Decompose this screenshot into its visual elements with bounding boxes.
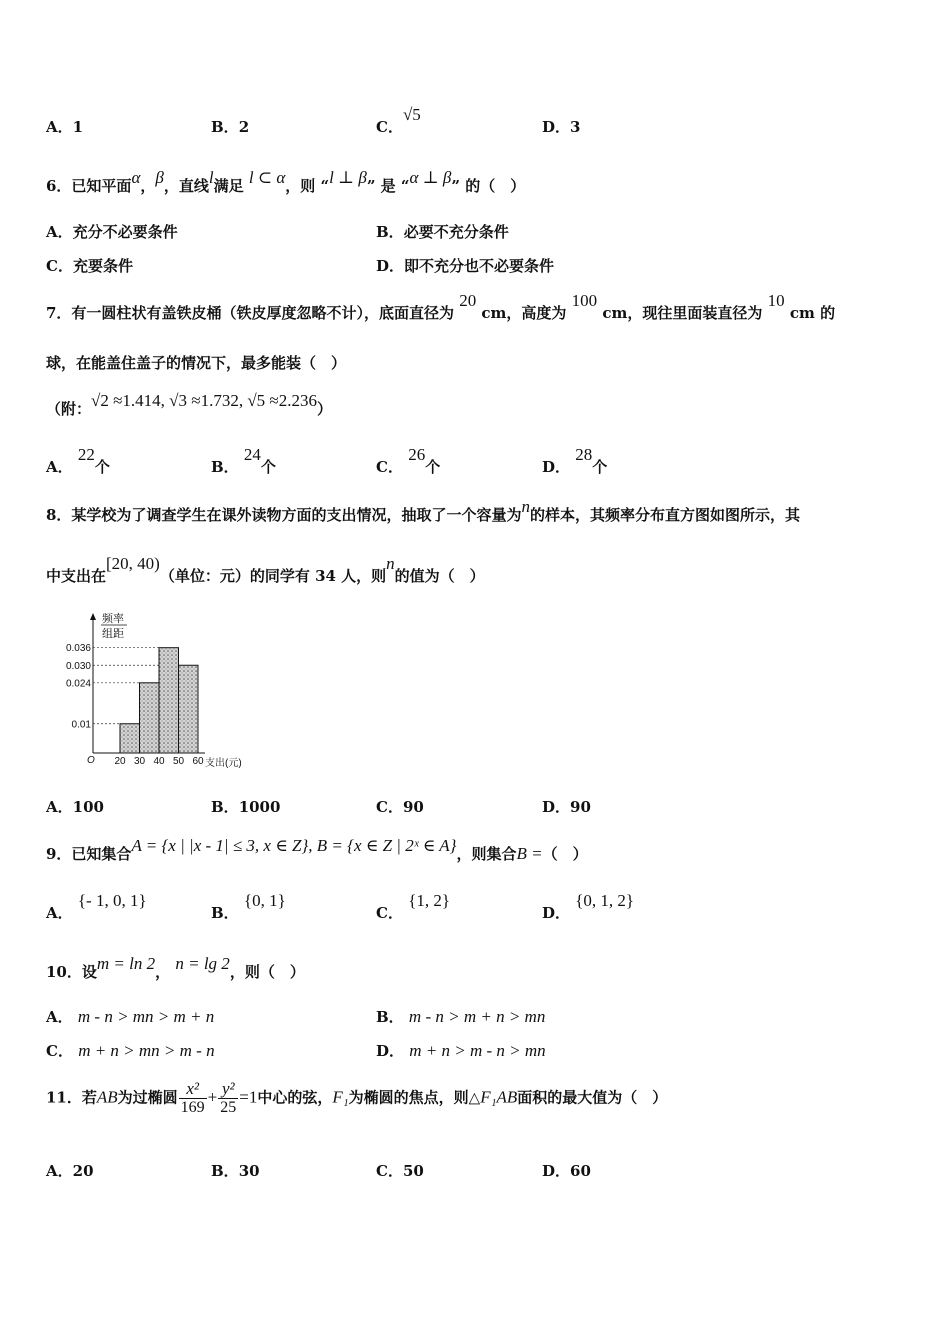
x-tick-label: 20 xyxy=(114,756,126,767)
option-letter: A． xyxy=(46,1162,73,1180)
q8-text: 8．某学校为了调查学生在课外读物方面的支出情况，抽取了一个容量为 xyxy=(46,506,522,524)
option-number: 22 xyxy=(77,445,95,464)
origin-label: O xyxy=(87,755,95,766)
bars xyxy=(120,648,198,753)
y-tick-label: 0.024 xyxy=(65,678,91,690)
option-text: 即不充分也不必要条件 xyxy=(404,257,555,275)
q7-option-c xyxy=(376,445,441,477)
option-letter: D． xyxy=(542,118,571,136)
q9-option-a xyxy=(46,891,147,923)
q5-option-d xyxy=(542,116,580,137)
q6-text: 6．已知平面 xyxy=(46,177,132,195)
x-tick-label: 60 xyxy=(192,756,204,767)
q8-text: 的值为（ ） xyxy=(394,567,485,585)
q11-stem xyxy=(46,1080,667,1117)
q6-option-a xyxy=(46,221,178,242)
q11-text: 中心的弦， xyxy=(257,1088,333,1107)
q9-text: （ ） xyxy=(542,845,588,863)
q7-note-math: √2 ≈1.414, √3 ≈1.732, √5 ≈2.236 xyxy=(91,391,317,410)
option-text: 3 xyxy=(570,118,581,136)
option-letter: C． xyxy=(376,458,403,476)
y-tick-label: 0.01 xyxy=(71,719,91,731)
option-letter: C． xyxy=(46,1042,73,1060)
histogram-bar xyxy=(140,683,160,753)
option-letter: A． xyxy=(46,1008,73,1026)
ellipse-y-fraction xyxy=(218,1080,238,1117)
x-tick-labels xyxy=(114,756,204,767)
q6-beta: β xyxy=(155,168,164,187)
q9-b-equals: B = xyxy=(516,844,543,863)
option-text: 充分不必要条件 xyxy=(72,223,178,241)
q6-text: ，直线 xyxy=(163,177,209,195)
option-unit: 个 xyxy=(94,458,110,476)
q8-text: （单位：元）的同学有 34 人，则 xyxy=(159,567,387,585)
q9-option-c xyxy=(376,891,451,923)
q10-option-d xyxy=(376,1040,546,1061)
q6-text: ，则 “ xyxy=(285,177,330,195)
option-math: m + n > m - n > mn xyxy=(409,1041,546,1060)
equals-one: =1 xyxy=(239,1087,258,1107)
q11-ab: AB xyxy=(96,1087,118,1107)
option-letter: B． xyxy=(376,223,404,241)
q7-text: cm 的 xyxy=(789,304,836,322)
q11-option-a xyxy=(46,1160,94,1181)
q10-m: m = ln 2 xyxy=(96,954,156,973)
q10-text: ， xyxy=(155,963,171,981)
option-letter: B． xyxy=(211,458,239,476)
option-letter: D． xyxy=(376,1042,405,1060)
x-tick-label: 40 xyxy=(153,756,165,767)
q11-text: 为过椭圆 xyxy=(117,1088,178,1107)
fraction-numerator: y² xyxy=(218,1080,238,1099)
option-text: 90 xyxy=(402,798,424,816)
q10-option-b xyxy=(376,1006,545,1027)
q10-text: 10．设 xyxy=(46,963,97,981)
q10-text: ，则（ ） xyxy=(229,963,305,981)
q7-text: cm，高度为 xyxy=(481,304,567,322)
q6-alpha: α xyxy=(131,168,141,187)
option-letter: C． xyxy=(376,118,403,136)
q7-diameter: 20 xyxy=(459,291,477,310)
q8-n: n xyxy=(521,497,530,516)
q8-stem-line2 xyxy=(46,554,485,586)
option-math: √5 xyxy=(402,105,421,124)
y-tick-labels xyxy=(66,643,91,730)
q5-option-b xyxy=(211,116,249,137)
q8-option-b xyxy=(211,796,280,817)
ellipse-x-fraction xyxy=(179,1080,207,1117)
q8-stem xyxy=(46,497,800,525)
q6-text: ” 的（ ） xyxy=(451,177,526,195)
option-letter: A． xyxy=(46,798,73,816)
q9-sets: A = {x | |x - 1| ≤ 3, x ∈ Z}, B = {x ∈ Z | 2ˣ ∈ A} xyxy=(131,836,457,855)
q9-text: 9．已知集合 xyxy=(46,845,132,863)
option-math: {- 1, 0, 1} xyxy=(77,891,147,910)
x-axis-label: 支出(元) xyxy=(205,758,242,769)
q8-interval: [20, 40) xyxy=(106,554,160,573)
option-letter: B． xyxy=(211,118,239,136)
q6-condition: l ⊂ α xyxy=(248,168,286,187)
option-letter: D． xyxy=(542,1162,571,1180)
q7-text: ） xyxy=(317,400,333,418)
y-label-top: 频率 xyxy=(102,613,124,625)
fraction-numerator: x² xyxy=(179,1080,207,1099)
option-letter: C． xyxy=(46,257,73,275)
option-letter: C． xyxy=(376,798,403,816)
q8-text: 的样本，其频率分布直方图如图所示，其 xyxy=(529,506,800,524)
q11-text: 为椭圆的焦点，则△ xyxy=(348,1088,481,1107)
q6-option-b xyxy=(376,221,509,242)
option-unit: 个 xyxy=(592,458,608,476)
q8-option-a xyxy=(46,796,104,817)
option-text: 必要不充分条件 xyxy=(403,223,509,241)
q9-option-b xyxy=(211,891,286,923)
option-unit: 个 xyxy=(260,458,276,476)
y-label-bottom: 组距 xyxy=(102,628,124,640)
option-number: 26 xyxy=(408,445,426,464)
option-text: 100 xyxy=(72,798,104,816)
q11-option-d xyxy=(542,1160,591,1181)
option-letter: C． xyxy=(376,904,403,922)
y-tick-label: 0.036 xyxy=(65,643,91,655)
q11-triangle: F₁AB xyxy=(480,1087,518,1107)
q9-stem xyxy=(46,836,588,864)
q11-option-b xyxy=(211,1160,260,1181)
q9-option-d xyxy=(542,891,635,923)
histogram-bar xyxy=(159,648,179,753)
fraction-denominator: 25 xyxy=(220,1099,237,1116)
q7-option-a xyxy=(46,445,110,477)
option-math: {1, 2} xyxy=(408,891,451,910)
option-math: {0, 1} xyxy=(243,891,286,910)
q7-note xyxy=(46,391,333,419)
option-letter: B． xyxy=(211,904,239,922)
option-math: m - n > mn > m + n xyxy=(77,1007,215,1026)
y-tick-label: 0.030 xyxy=(65,660,91,672)
option-letter: B． xyxy=(211,1162,239,1180)
option-text: 50 xyxy=(402,1162,424,1180)
q5-option-c xyxy=(376,105,421,137)
option-number: 24 xyxy=(243,445,261,464)
q5-option-a xyxy=(46,116,83,137)
option-text: 1000 xyxy=(238,798,281,816)
q11-option-c xyxy=(376,1160,424,1181)
q11-text: 面积的最大值为（ ） xyxy=(517,1088,668,1107)
q9-text: ，则集合 xyxy=(456,845,517,863)
q7-option-b xyxy=(211,445,276,477)
option-text: 充要条件 xyxy=(72,257,133,275)
q8-text: 中支出在 xyxy=(46,567,107,585)
q6-option-c xyxy=(46,255,133,276)
q7-option-d xyxy=(542,445,608,477)
option-text: 1 xyxy=(72,118,84,136)
q6-text: 满足 xyxy=(213,177,244,195)
option-text: 90 xyxy=(570,798,591,816)
option-text: 2 xyxy=(238,118,250,136)
q7-height: 100 xyxy=(571,291,598,310)
q11-focus: F₁ xyxy=(332,1087,349,1107)
option-math: {0, 1, 2} xyxy=(575,891,635,910)
x-tick-label: 30 xyxy=(133,756,146,767)
q7-ball-diameter: 10 xyxy=(767,291,785,310)
q10-stem xyxy=(46,954,305,982)
q6-l: l xyxy=(208,168,214,187)
q6-proposition-p: l ⊥ β xyxy=(329,168,367,187)
option-letter: A． xyxy=(46,223,73,241)
option-letter: A． xyxy=(46,904,73,922)
option-letter: B． xyxy=(211,798,239,816)
option-text: 30 xyxy=(238,1162,260,1180)
q6-option-d xyxy=(376,255,554,276)
option-letter: D． xyxy=(542,904,571,922)
q6-text: ， xyxy=(140,177,156,195)
histogram-bar xyxy=(120,724,140,753)
q6-stem xyxy=(46,168,526,196)
q8-option-d xyxy=(542,796,591,817)
option-math: m - n > m + n > mn xyxy=(408,1007,546,1026)
y-axis-arrow xyxy=(90,613,96,620)
x-tick-label: 50 xyxy=(172,756,185,767)
q7-stem xyxy=(46,291,836,323)
q10-option-c xyxy=(46,1040,215,1061)
q7-text: cm，现往里面装直径为 xyxy=(602,304,763,322)
q7-text: 7．有一圆柱状有盖铁皮桶（铁皮厚度忽略不计），底面直径为 xyxy=(46,304,454,322)
q7-text: （附： xyxy=(46,400,92,418)
fraction-denominator: 169 xyxy=(180,1099,205,1116)
option-letter: B． xyxy=(376,1008,404,1026)
option-math: m + n > mn > m - n xyxy=(78,1041,215,1060)
option-unit: 个 xyxy=(425,458,441,476)
histogram-bar xyxy=(179,665,199,753)
option-number: 28 xyxy=(575,445,593,464)
q10-n: n = lg 2 xyxy=(175,954,230,973)
q6-proposition-q: α ⊥ β xyxy=(409,168,452,187)
option-letter: D． xyxy=(542,458,571,476)
option-letter: C． xyxy=(376,1162,403,1180)
plus-sign: + xyxy=(207,1087,218,1107)
q10-option-a xyxy=(46,1006,214,1027)
option-letter: A． xyxy=(46,118,73,136)
q7-stem-line2: 球，在能盖住盖子的情况下，最多能装（ ） xyxy=(46,354,347,372)
q6-text: ” 是 “ xyxy=(366,177,410,195)
q11-text: 11．若 xyxy=(46,1088,97,1107)
option-letter: D． xyxy=(376,257,405,275)
option-text: 20 xyxy=(72,1162,94,1180)
option-letter: A． xyxy=(46,458,73,476)
option-letter: D． xyxy=(542,798,571,816)
frequency-histogram xyxy=(55,606,265,776)
q8-n: n xyxy=(386,554,395,573)
q8-option-c xyxy=(376,796,424,817)
option-text: 60 xyxy=(570,1162,591,1180)
